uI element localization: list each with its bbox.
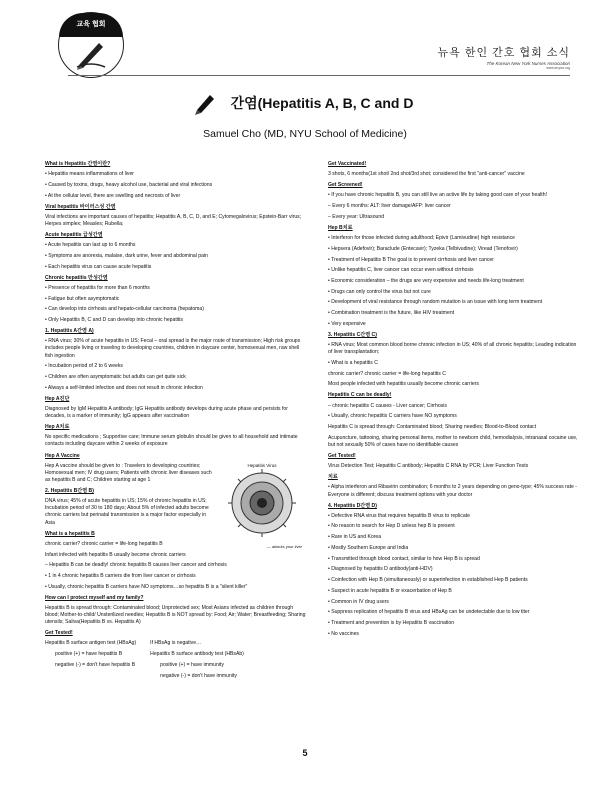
paragraph: 3 shots, 6 months(1st shot/ 2nd shot/3rd shot; considered the first "anti-cancer" vaccine — [328, 171, 525, 178]
section-heading: What is Hepatitis 간염이란? — [45, 161, 111, 167]
paragraph: Hepatitis B is spread through: Contaminated blood; Unprotected sex; Most Asians infected as children through blood; Mother-to-child/ Unsterilized needles; Hepatitis B is NOT spread by: Food; Air; Water; Breastfeeding; Sharing utensils; Saliva(Hepatitis B vs. Hepatitis A) — [45, 604, 306, 626]
hepatitis-virus-diagram — [222, 463, 302, 553]
paragraph: • Incubation period of 2 to 6 weeks — [45, 363, 123, 370]
paragraph: DNA virus; 45% of acute hepatitis in US; 15% of chronic hepatitis in US; Incubation period of 30 to 180 days; About 5% of infected adults become chronic carriers but perinatal transmission is a major factor especially in Asia — [45, 498, 209, 526]
paragraph: • Coinfection with Hep B (simultaneously) or superinfection in established Hep B patients — [328, 577, 528, 584]
organization-name-korean: 뉴욕 한인 간호 협회 소식 — [437, 47, 570, 59]
paragraph: • Very expensive — [328, 320, 366, 327]
paragraph: • Treatment and prevention is by Hepatitis B vaccination — [328, 619, 455, 626]
paragraph: • Only Hepatitis B, C and D can develop into chronic hepatitis — [45, 317, 183, 324]
paragraph: • Diagnosed by hepatitis D antibody(anti-HDV) — [328, 566, 433, 573]
paragraph: • Fatigue but often asymptomatic — [45, 295, 120, 302]
paragraph: – Hepatitis B can be deadly! chronic hepatitis B causes liver cancer and cirrhosis — [45, 562, 227, 569]
section-heading: Get Tested! — [45, 630, 73, 637]
paragraph: • Interferon for those infected during adulthood; Epivir (Lamivudine) high resistance — [328, 235, 515, 242]
article-author: Samuel Cho (MD, NYU School of Medicine) — [203, 128, 407, 140]
section-heading: Get Screened! — [328, 182, 363, 189]
paragraph: • Unlike hepatitis C, liver cancer can occur even without cirrhosis — [328, 267, 474, 274]
section-heading: Acute hepatitis 급성간염 — [45, 232, 103, 239]
test-results-grid — [45, 640, 307, 683]
section-heading: Hep A진단 — [45, 395, 70, 402]
paragraph: • Always a self-limited infection and does not result in chronic infection — [45, 384, 203, 391]
section-heading: 3. Hepatitis C간염 C) — [328, 331, 377, 338]
test-grid-line: Hepatitis B surface antigen test (HBsAg) — [45, 640, 137, 647]
test-grid-line: Hepatitis B surface antibody test (HBsAb) — [150, 651, 244, 658]
paragraph: • 1 in 4 chronic hepatitis B carriers die from liver cancer or cirrhosis — [45, 572, 196, 579]
test-grid-line: positive (+) = have hepatitis B — [55, 651, 123, 658]
paragraph: • Acute hepatitis can last up to 6 months — [45, 242, 136, 249]
paragraph: Most people infected with hepatitis usually become chronic carriers — [328, 381, 479, 388]
organization-url: www.knyna.org — [546, 66, 570, 70]
paragraph: • Usually, chronic hepatitis C carriers have NO symptoms — [328, 413, 457, 420]
paragraph: No specific medications ; Supportive care; Immune serum globulin should be given to all household and intimate contacts including daycare within 2 weeks of exposure — [45, 434, 298, 448]
section-heading: Chronic hepatitis 만성간염 — [45, 274, 108, 281]
right-column — [328, 157, 578, 641]
left-column — [45, 157, 307, 683]
paragraph: • If you have chronic hepatitis B, you can still live an active life by taking good care of your health! — [328, 192, 547, 199]
section-heading: How can I protect myself and my family? — [45, 594, 144, 601]
section-heading: 1. Hepatitis A간염 A) — [45, 328, 94, 335]
paragraph: • Defective RNA virus that requires hepatitis B virus to replicate — [328, 512, 470, 519]
article-title: 간염(Hepatitis A, B, C and D — [230, 95, 414, 111]
section-heading: 4. Hepatitis D간염 D) — [328, 502, 377, 509]
paragraph: – Every 6 months: ALT: liver damage/AFP: liver cancer — [328, 203, 451, 210]
section-heading: Viral hepatitis 바이러스성 간염 — [45, 203, 116, 210]
paragraph: • No vaccines — [328, 630, 359, 637]
test-grid-right — [150, 640, 244, 683]
paragraph: chronic carrier? chronic carrier = life-long hepatitis B — [45, 540, 163, 547]
paragraph: • Economic consideration – the drugs are very expensive and needs life-long treatment — [328, 277, 524, 284]
paragraph: • Development of viral resistance through random mutation is an issue with long term treatment — [328, 299, 543, 306]
paragraph: • Alpha interferon and Ribavirin combination; 6 months to 2 years depending on geno-type; 45% success rate -Everyone is different; discuss treatment options with your doctor — [328, 484, 577, 498]
paragraph: • Can develop into cirrhosis and hepato-cellular carcinoma (hepatoma) — [45, 306, 204, 313]
association-badge — [58, 12, 124, 78]
paragraph: • Suppress replication of hepatitis B virus and HBsAg can be undetectable due to low titer — [328, 609, 530, 616]
paragraph: • Treatment of Hepatitis B The goal is to prevent cirrhosis and liver cancer — [328, 256, 494, 263]
page-number: 5 — [302, 748, 308, 758]
paragraph: • Each hepatitis virus can cause acute hepatitis — [45, 263, 152, 270]
paragraph: chronic carrier? chronic carrier = life-long hepatitis C — [328, 370, 446, 377]
paragraph: • What is a hepatitis C — [328, 359, 378, 366]
paragraph: • At the cellular level, there are swelling and necrosis of liver — [45, 192, 181, 199]
paragraph: • Common in IV drug users — [328, 598, 389, 605]
test-grid-line: If HBsAg is negative… — [150, 640, 202, 647]
section-heading: What is a hepatitis B — [45, 530, 95, 537]
paragraph: • Transmitted through blood contact, similar to how Hep B is spread — [328, 555, 480, 562]
paragraph: Virus Detection Test; Hepatitis C antibody; Hepatitis C RNA by PCR; Liver Function Tests — [328, 463, 529, 470]
section-heading: Hepatitis C can be deadly! — [328, 392, 392, 399]
section-heading: 치료 — [328, 474, 338, 481]
paragraph: • Caused by toxins, drugs, heavy alcohol use, bacterial and viral infections — [45, 181, 213, 188]
paragraph: • Combination treatment is the future, like HIV treatment — [328, 310, 455, 317]
section-heading: Hep A치료 — [45, 424, 70, 431]
section-heading: Hep B치료 — [328, 224, 353, 231]
paragraph: • Children are often asymptomatic but adults can get quite sick — [45, 373, 186, 380]
section-heading: Get Vaccinated! — [328, 161, 367, 167]
paragraph: • No reason to search for Hep D unless hep B is present — [328, 523, 455, 530]
test-grid-left — [45, 640, 136, 683]
organization-heading — [438, 44, 570, 70]
pen-logo-icon — [73, 37, 109, 71]
paragraph: • Suspect in acute hepatitis B or exacerbation of Hep B — [328, 587, 452, 594]
liver-virus-illustration — [222, 468, 302, 538]
paragraph: • Usually, chronic hepatitis B carriers have NO symptoms…so hepatitis B is a "silent killer" — [45, 583, 248, 590]
paragraph: Viral infections are important causes of hepatitis; Hepatitis A, B, C, D, and E; Cytomegalovirus; Epstein-Barr virus; Herpes simplex; Measles; Rubella; — [45, 213, 302, 227]
paragraph: • Drugs can only control the virus but not cure — [328, 288, 431, 295]
badge-text: 교육 협회 — [59, 13, 123, 37]
paragraph: Hepatitis C is spread through: Contaminated blood; Sharing needles; Blood-to-Blood contact — [328, 424, 537, 431]
paragraph: Hep A vaccine should be given to : Travelers to developing countries; Homosexual men; IV drug users; Patients with chronic liver diseases such as hepatitis B and C; Children starting at age 1 — [45, 462, 212, 483]
paragraph: • Rare in US and Korea — [328, 534, 382, 541]
paragraph: • Symptoms are anorexia, malaise, dark urine, fever and abdominal pain — [45, 252, 208, 259]
paragraph: – chronic hepatitis C causes - Liver cancer; Cirrhosis — [328, 402, 447, 409]
section-heading: Hep A Vaccine — [45, 452, 80, 459]
test-grid-line: positive (+) = have immunity — [160, 661, 224, 668]
paragraph: • Hepatitis means inflammations of liver — [45, 171, 134, 178]
paragraph: • Mostly Southern Europe and India — [328, 544, 409, 551]
section-heading: 2. Hepatitis B간염 B) — [45, 488, 94, 495]
paragraph: • Presence of hepatitis for more than 6 months — [45, 284, 150, 291]
diagram-caption: — attacks your liver — [266, 544, 302, 549]
paragraph: Acupuncture, tattooing, sharing personal items, mother to newborn child, hemodialysis, intranasal cocaine use, but not sexually 50% of cases have no identifiable causes — [328, 434, 578, 448]
paragraph: • RNA virus; 30% of acute hepatitis in US; Fecal – oral spread is the major route of transmission; High risk groups includes people living or traveling to developing countries, children in daycare center, homosexual men, raw shell fish ingestion — [45, 338, 301, 359]
header-rule — [68, 75, 570, 76]
paragraph: • RNA virus; Most common blood borne chronic infection in US; 40% of all chronic hepatitis; Leading indication of liver transplantation; — [328, 342, 577, 356]
organization-name-english: The Korean New York Nurses Association — [486, 61, 570, 66]
diagram-label: Hepatitis Virus — [247, 463, 277, 468]
paragraph: • Hepsera (Adefovir); Baraclude (Entecavir); Tyzeka (Telbivudine); Viread (Tenofovir) — [328, 245, 518, 252]
test-grid-line: negative (-) = don't have hepatitis B — [55, 661, 136, 668]
test-grid-line: negative (-) = don't have immunity — [160, 672, 237, 679]
paragraph: Diagnosed by IgM Hepatitis A antibody; IgG Hepatitis antibody develops during acute phase and persists for decades, is a marker of immunity; IgG appears after vaccination — [45, 405, 288, 420]
paragraph: – Every year: Ultrasound — [328, 213, 385, 220]
section-heading: Get Tested! — [328, 453, 356, 459]
paragraph: Infant infected with hepatitis B usually become chronic carriers — [45, 551, 186, 558]
